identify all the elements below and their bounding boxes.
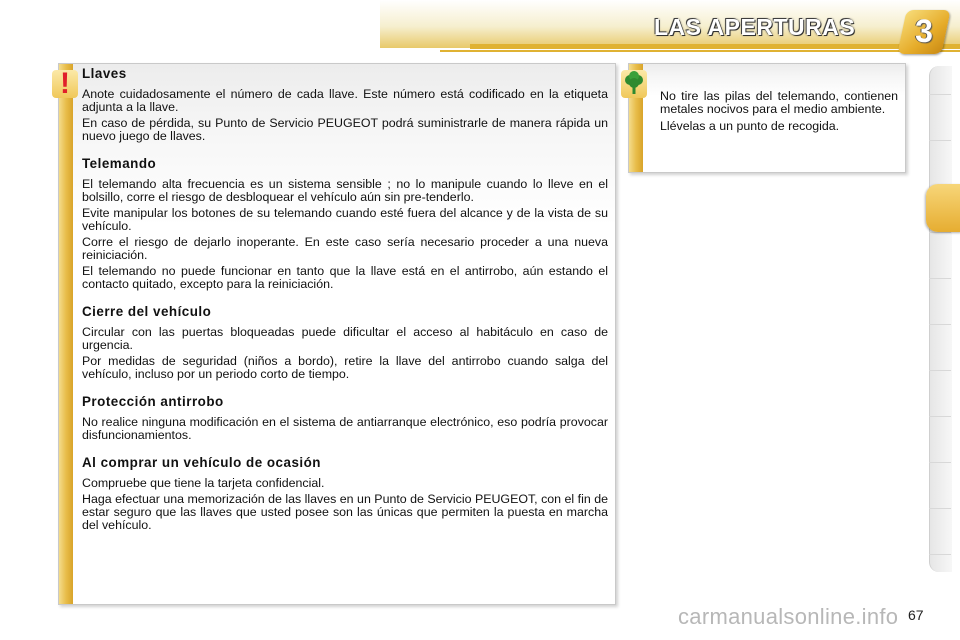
section-llaves	[82, 66, 608, 143]
paragraph: El telemando alta frecuencia es un sistema sensible ; no lo manipule cuando lo lleve en el bolsillo, corre el riesgo de desbloquear el vehículo aún sin pre-tenderlo.	[82, 177, 608, 204]
section-heading: Protección antirrobo	[82, 394, 224, 409]
section-ocasion	[82, 455, 608, 532]
section-heading: Al comprar un vehículo de ocasión	[82, 455, 321, 470]
paragraph: Compruebe que tiene la tarjeta confidencial.	[82, 476, 325, 490]
section-heading: Llaves	[82, 66, 127, 81]
paragraph: Circular con las puertas bloqueadas puede dificultar el acceso al habitáculo en caso de urgencia.	[82, 325, 608, 352]
section-telemando	[82, 156, 608, 291]
page-number: 67	[908, 607, 924, 623]
environment-note-content	[660, 90, 898, 137]
active-chapter-tab[interactable]	[926, 184, 960, 232]
warning-exclamation-icon: !	[52, 70, 78, 98]
paragraph: Haga efectuar una memorización de las llaves en un Punto de Servicio PEUGEOT, con el fin de estar seguro que las llaves que usted posee son las únicas que permiten la puesta en marcha del vehículo.	[82, 492, 608, 532]
paragraph: Por medidas de seguridad (niños a bordo), retire la llave del antirrobo cuando salga del vehículo, incluso por un periodo corto de tiempo.	[82, 354, 608, 381]
section-heading: Cierre del vehículo	[82, 304, 212, 319]
paragraph: No tire las pilas del telemando, contienen metales nocivos para el medio ambiente.	[660, 89, 898, 116]
section-heading: Telemando	[82, 156, 157, 171]
section-antirrobo	[82, 394, 608, 442]
chapter-title: LAS APERTURAS	[654, 14, 856, 40]
paragraph: Llévelas a un punto de recogida.	[660, 119, 840, 133]
chapter-tabs	[929, 66, 960, 576]
paragraph: Corre el riesgo de dejarlo inoperante. En este caso sería necesario proceder a una nueva reiniciación.	[82, 235, 608, 262]
section-cierre	[82, 304, 608, 381]
paragraph: No realice ninguna modificación en el sistema de antiarranque electrónico, eso podría provocar disfuncionamientos.	[82, 415, 608, 442]
chapter-badge	[902, 10, 946, 54]
paragraph: En caso de pérdida, su Punto de Servicio PEUGEOT podrá suministrarle de manera rápida un nuevo juego de llaves.	[82, 116, 608, 143]
paragraph: El telemando no puede funcionar en tanto que la llave está en el antirrobo, aún estando el contacto quitado, excepto para la reiniciación.	[82, 264, 608, 291]
watermark: carmanualsonline.info	[678, 604, 899, 629]
paragraph: Anote cuidadosamente el número de cada llave. Este número está codificado en la etiqueta adjunta a la llave.	[82, 87, 608, 114]
chapter-number: 3	[915, 13, 933, 49]
paragraph: Evite manipular los botones de su telemando cuando esté fuera del alcance y de la vista de su vehículo.	[82, 206, 608, 233]
main-content	[82, 66, 608, 545]
tree-environment-icon	[621, 70, 647, 98]
